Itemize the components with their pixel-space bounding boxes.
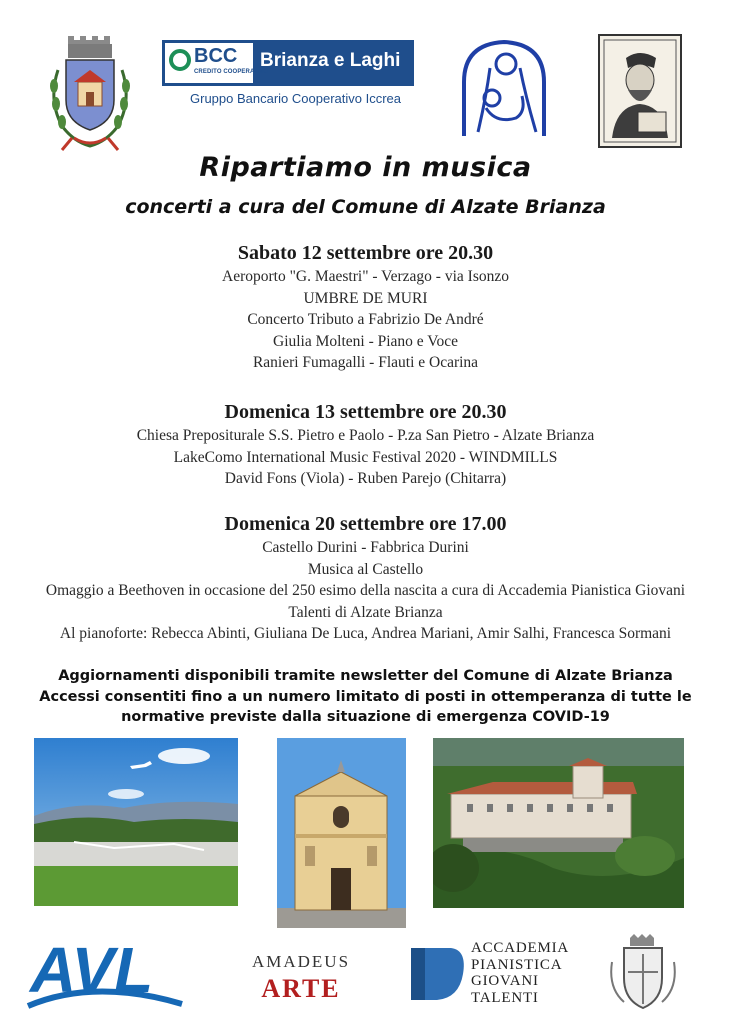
event-block xyxy=(0,240,731,374)
bcc-abbreviation: BCC xyxy=(194,45,238,67)
amadeus-arte-logo xyxy=(226,950,376,1002)
accademia-line: ACCADEMIA xyxy=(471,940,570,956)
bcc-group-label: Gruppo Bancario Cooperativo Iccrea xyxy=(190,91,402,106)
event-detail: Omaggio a Beethoven in occasione del 250 esimo della nascita a cura di Accademia Pianistica Giovani xyxy=(45,582,686,599)
covid-notice xyxy=(0,666,731,728)
castle-photo xyxy=(433,738,684,908)
event-venue: Aeroporto "G. Maestri" - Verzago - via Isonzo xyxy=(222,268,509,285)
event-detail: Musica al Castello xyxy=(307,560,424,578)
event-detail: Giulia Molteni - Piano e Voce xyxy=(273,332,458,350)
airport-photo xyxy=(34,738,238,906)
bcc-subtitle: CREDITO COOPERATIVO xyxy=(194,69,269,75)
event-detail: LakeComo International Music Festival 2020 - WINDMILLS xyxy=(173,448,558,466)
bcc-brianza-laghi-logo xyxy=(162,40,414,110)
event-date: Sabato 12 settembre ore 20.30 xyxy=(237,242,494,264)
arte-text: ARTE xyxy=(261,974,341,1003)
event-block xyxy=(0,399,731,490)
avl-logo-text: AVL xyxy=(30,934,154,1006)
church-photo xyxy=(277,738,406,928)
event-detail: Concerto Tributo a Fabrizio De André xyxy=(247,311,484,328)
madonna-logo-icon xyxy=(456,38,552,140)
event-detail: Ranieri Fumagalli - Flauti e Ocarina xyxy=(252,354,479,371)
event-date: Domenica 13 settembre ore 20.30 xyxy=(224,401,507,423)
bcc-name: Brianza e Laghi xyxy=(260,50,401,71)
bcc-symbol-icon xyxy=(169,49,191,71)
accademia-line: TALENTI xyxy=(471,989,539,1006)
event-detail: Al pianoforte: Rebecca Abinti, Giuliana De Luca, Andrea Mariani, Amir Salhi, Francesca Sormani xyxy=(59,625,672,642)
accademia-line: PIANISTICA xyxy=(471,956,563,973)
portrait-engraving-icon xyxy=(598,34,682,148)
amadeus-text: AMADEUS xyxy=(251,952,351,971)
notice-line: normative previste dalla situazione di emergenza COVID-19 xyxy=(121,709,610,725)
event-detail: Talenti di Alzate Brianza xyxy=(288,603,443,621)
event-detail: UMBRE DE MURI xyxy=(303,289,428,307)
accademia-pianistica-logo xyxy=(407,940,569,1008)
page-title: Ripartiamo in musica xyxy=(199,152,532,183)
event-venue: Castello Durini - Fabbrica Durini xyxy=(262,539,469,556)
accademia-line: GIOVANI xyxy=(471,973,539,989)
event-block xyxy=(0,511,731,645)
event-date: Domenica 20 settembre ore 17.00 xyxy=(224,513,507,535)
piano-shape-icon xyxy=(407,944,469,1004)
page-subtitle: concerti a cura del Comune di Alzate Brianza xyxy=(125,196,606,218)
notice-line: Aggiornamenti disponibili tramite newsletter del Comune di Alzate Brianza xyxy=(58,668,673,684)
comune-coat-of-arms-icon xyxy=(44,30,136,158)
notice-line: Accessi consentiti fino a un numero limitato di posti in ottemperanza di tutte le xyxy=(39,688,692,705)
event-venue: Chiesa Prepositurale S.S. Pietro e Paolo - P.za San Pietro - Alzate Brianza xyxy=(136,427,595,444)
crest-icon xyxy=(604,932,682,1014)
avl-logo xyxy=(24,932,186,1014)
event-detail: David Fons (Viola) - Ruben Parejo (Chitarra) xyxy=(224,470,507,487)
